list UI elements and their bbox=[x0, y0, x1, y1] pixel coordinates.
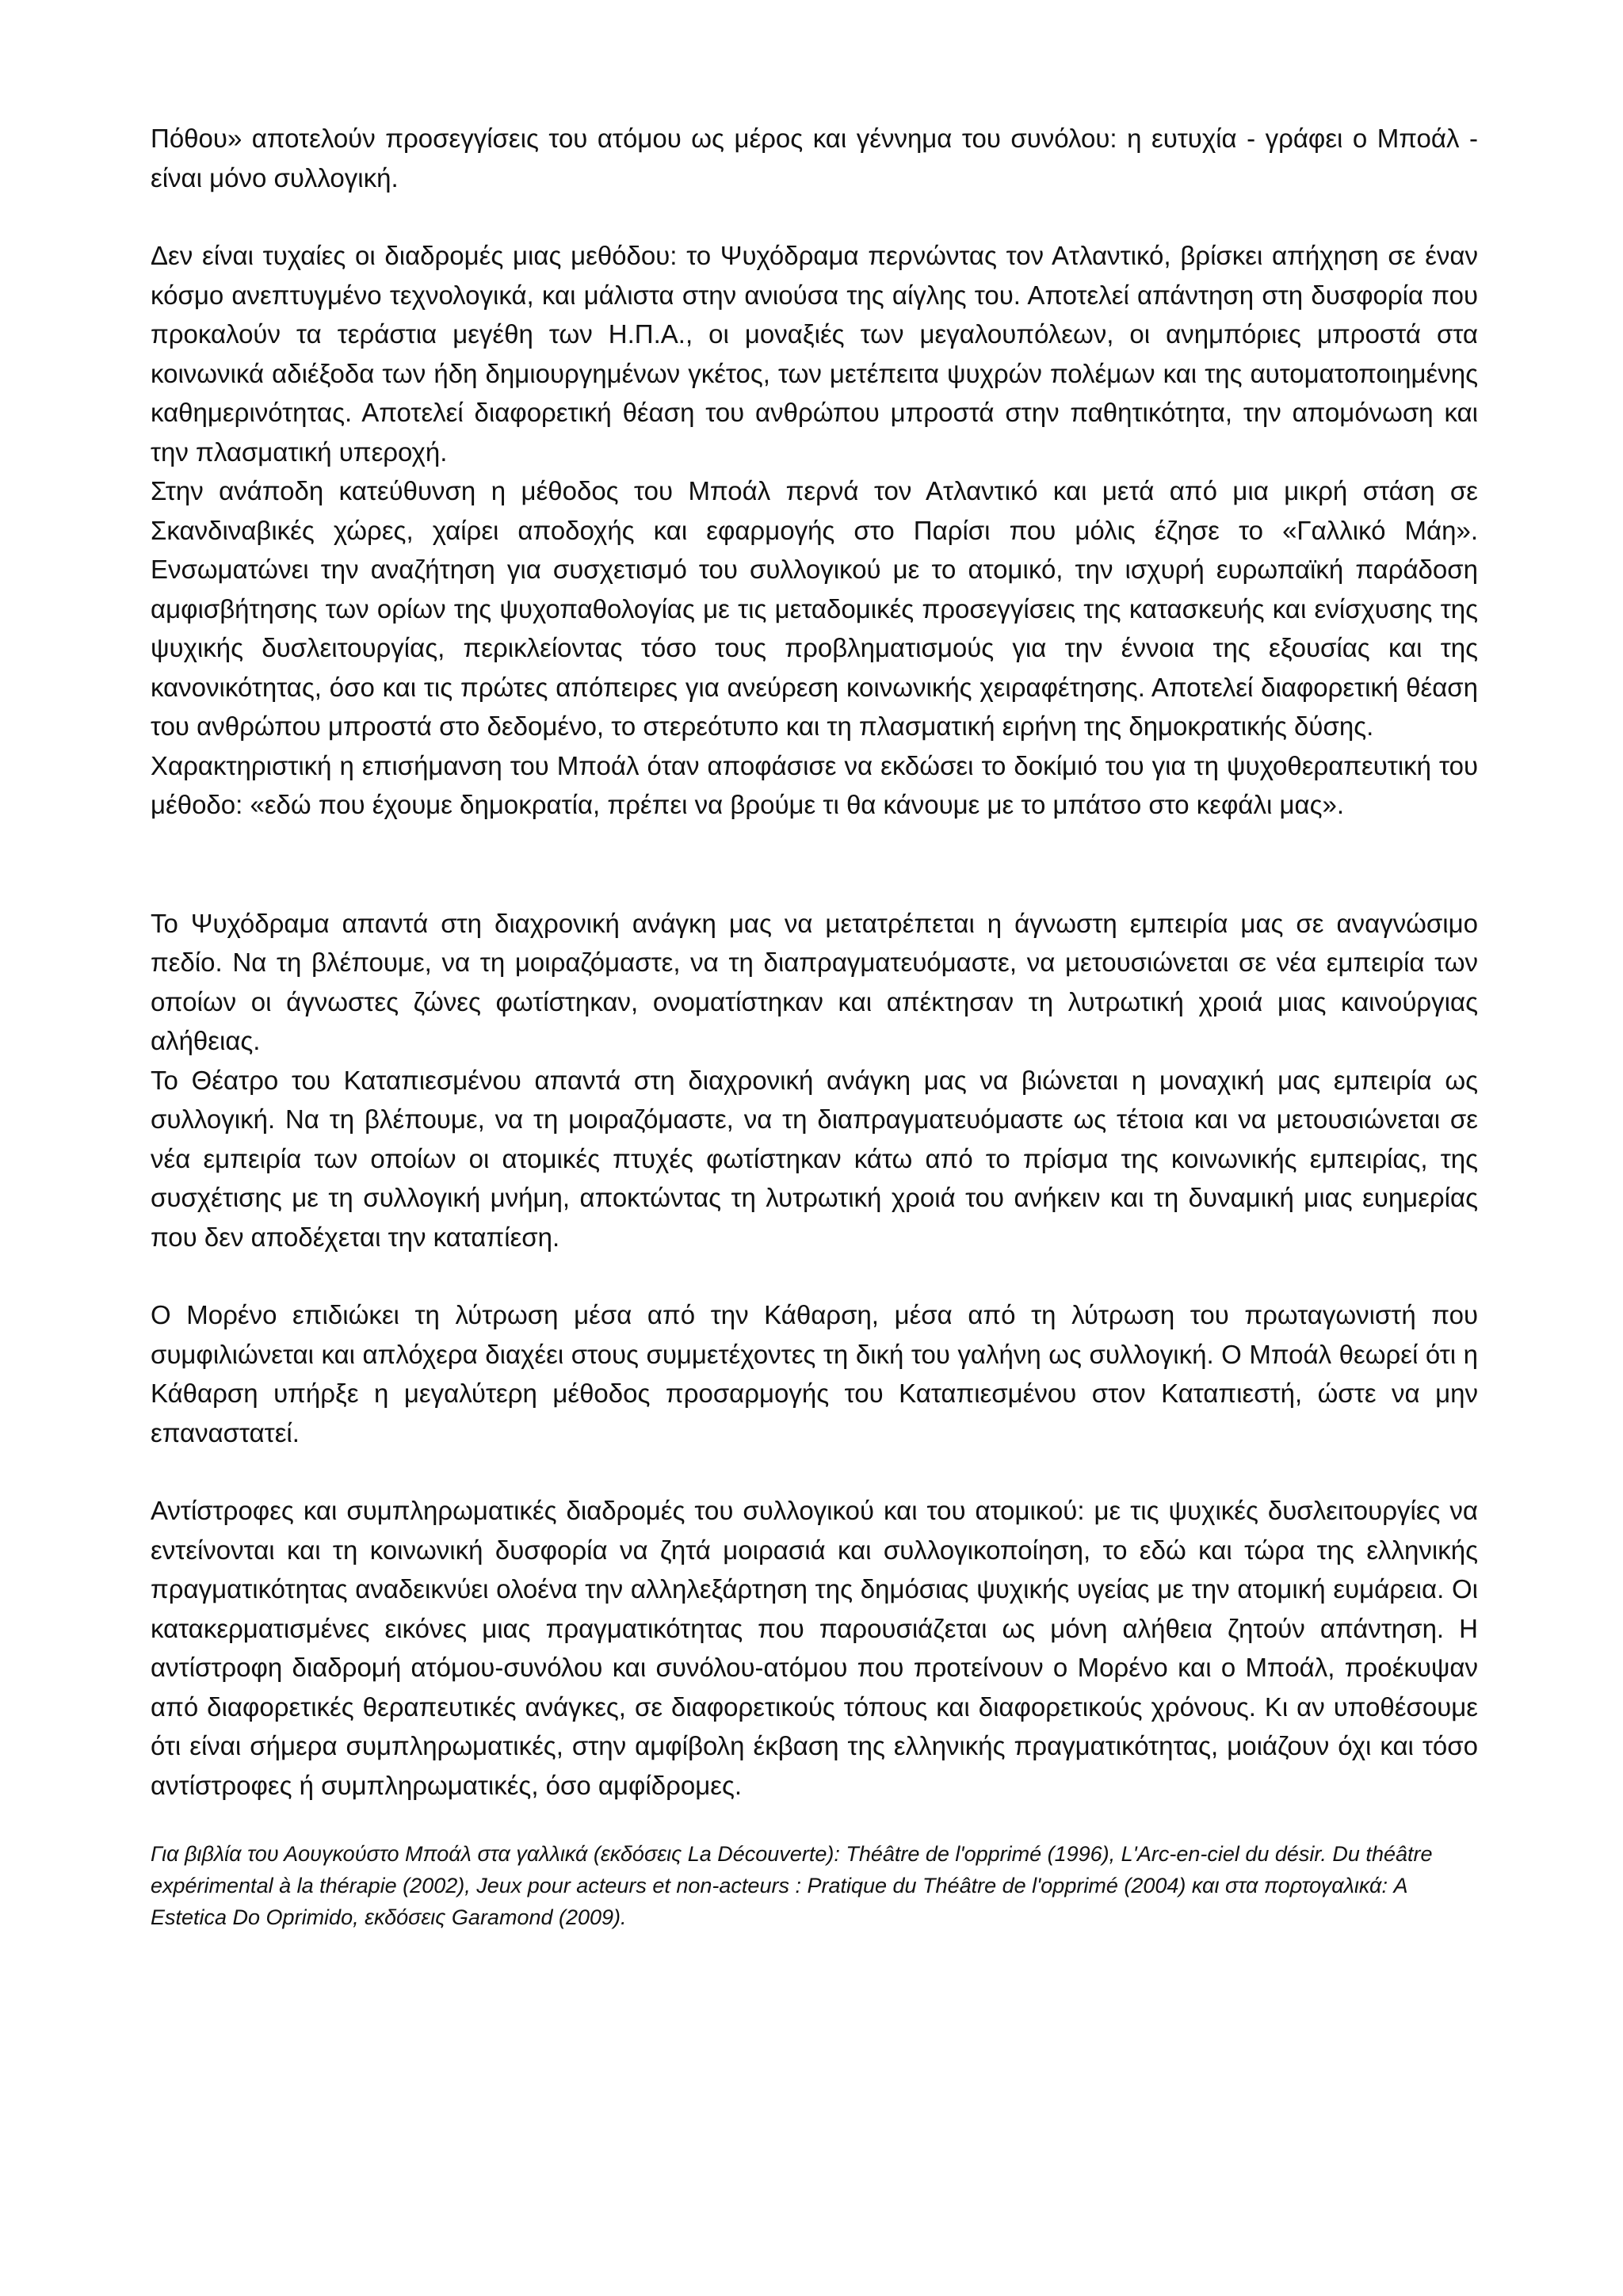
paragraph-6: Το Θέατρο του Καταπιεσμένου απαντά στη διαχρονική ανάγκη μας να βιώνεται η μοναχική μας εμπειρία ως συλλογική. Να τη βλέπουμε, να τη μοιραζόμαστε, να τη διαπραγματευόμαστε ως τέτοια και να μετουσιώνεται σε νέα εμπειρία των οποίων οι ατομικές πτυχές φωτίστηκαν κάτω από το πρίσμα της κοινωνικής εμπειρίας, της συσχέτισης με τη συλλογική μνήμη, αποκτώντας τη λυτρωτική χροιά του ανήκειν και τη δυναμική μιας ευημερίας που δεν αποδέχεται την καταπίεση. bbox=[151, 1065, 1478, 1252]
section-spacer bbox=[151, 825, 1478, 904]
paragraph-spacer bbox=[151, 1257, 1478, 1295]
paragraph-2: Δεν είναι τυχαίες οι διαδρομές μιας μεθόδου: το Ψυχόδραμα περνώντας τον Ατλαντικό, βρίσκει απήχηση σε έναν κόσμο ανεπτυγμένο τεχνολογικά, και μάλιστα στην ανιούσα της αίγλης του. Αποτελεί απάντηση στη δυσφορία που προκαλούν τα τεράστια μεγέθη των Η.Π.Α., οι μοναξιές των μεγαλουπόλεων, οι ανημπόριες μπροστά στα κοινωνικά αδιέξοδα των ήδη δημιουργημένων γκέτος, των μετέπειτα ψυχρών πολέμων και της αυτοματοποιημένης καθημερινότητας. Αποτελεί διαφορετική θέαση του ανθρώπου μπροστά στην παθητικότητα, την απομόνωση και την πλασματική υπεροχή. bbox=[151, 241, 1478, 467]
paragraph-8: Αντίστροφες και συμπληρωματικές διαδρομές του συλλογικού και του ατομικού: με τις ψυχικές δυσλειτουργίες να εντείνονται και τη κοινωνική δυσφορία να ζητά μοιρασιά και συλλογικοποίηση, το εδώ και τώρα της ελληνικής πραγματικότητας αναδεικνύει ολοένα την αλληλεξάρτηση της δημόσιας ψυχικής υγείας με την ατομική ευμάρεια. Οι κατακερματισμένες εικόνες μιας πραγματικότητας που παρουσιάζεται ως μόνη αλήθεια ζητούν απάντηση. Η αντίστροφη διαδρομή ατόμου-συνόλου και συνόλου-ατόμου που προτείνουν ο Μορένο και ο Μποάλ, προέκυψαν από διαφορετικές θεραπευτικές ανάγκες, σε διαφορετικούς τόπους και διαφορετικούς χρόνους. Κι αν υποθέσουμε ότι είναι σήμερα συμπληρωματικές, στην αμφίβολη έκβαση της ελληνικής πραγματικότητας, μοιάζουν όχι και τόσο αντίστροφες ή συμπληρωματικές, όσο αμφίδρομες. bbox=[151, 1496, 1478, 1800]
document-page bbox=[151, 119, 1478, 1933]
paragraph-7: Ο Μορένο επιδιώκει τη λύτρωση μέσα από την Κάθαρση, μέσα από τη λύτρωση του πρωταγωνιστή που συμφιλιώνεται και απλόχερα διαχέει στους συμμετέχοντες τη δική του γαλήνη ως συλλογική. Ο Μποάλ θεωρεί ότι η Κάθαρση υπήρξε η μεγαλύτερη μέθοδος προσαρμογής του Καταπιεσμένου στον Καταπιεστή, ώστε να μην επαναστατεί. bbox=[151, 1300, 1478, 1447]
paragraph-5: Το Ψυχόδραμα απαντά στη διαχρονική ανάγκη μας να μετατρέπεται η άγνωστη εμπειρία μας σε αναγνώσιμο πεδίο. Να τη βλέπουμε, να τη μοιραζόμαστε, να τη διαπραγματευόμαστε, να μετουσιώνεται σε νέα εμπειρία των οποίων οι άγνωστες ζώνες φωτίστηκαν, ονοματίστηκαν και απέκτησαν τη λυτρωτική χροιά μιας καινούργιας αλήθειας. bbox=[151, 908, 1478, 1055]
footnote: Για βιβλία του Αουγκούστο Μποάλ στα γαλλικά (εκδόσεις La Découverte): Théâtre de l'opprimé (1996), L'Arc-en-ciel du désir. Du théâtre expérimental à la thérapie (2002), Jeux pour acteurs et non-acteurs : Pratique du Théâtre de l'opprimé (2004) και στα πορτογαλικά: A Estetica Do Oprimido, εκδόσεις Garamond (2009). bbox=[151, 1842, 1433, 1929]
paragraph-1: Πόθου» αποτελούν προσεγγίσεις του ατόμου ως μέρος και γέννημα του συνόλου: η ευτυχία - γράφει ο Μποάλ - είναι μόνο συλλογική. bbox=[151, 124, 1478, 193]
paragraph-3: Στην ανάποδη κατεύθυνση η μέθοδος του Μποάλ περνά τον Ατλαντικό και μετά από μια μικρή στάση σε Σκανδιναβικές χώρες, χαίρει αποδοχής και εφαρμογής στο Παρίσι που μόλις έζησε το «Γαλλικό Μάη». Ενσωματώνει την αναζήτηση για συσχετισμό του συλλογικού με το ατομικό, την ισχυρή ευρωπαϊκή παράδοση αμφισβήτησης των ορίων της ψυχοπαθολογίας με τις μεταδομικές προσεγγίσεις της κατασκευής και ενίσχυσης της ψυχικής δυσλειτουργίας, περικλείοντας τόσο τους προβληματισμούς για την έννοια της εξουσίας και της κανονικότητας, όσο και τις πρώτες απόπειρες για ανεύρεση κοινωνικής χειραφέτησης. Αποτελεί διαφορετική θέαση του ανθρώπου μπροστά στο δεδομένο, το στερεότυπο και τη πλασματική ειρήνη της δημοκρατικής δύσης. bbox=[151, 476, 1478, 741]
paragraph-spacer bbox=[151, 1452, 1478, 1491]
paragraph-spacer bbox=[151, 197, 1478, 236]
paragraph-4: Χαρακτηριστική η επισήμανση του Μποάλ όταν αποφάσισε να εκδώσει το δοκίμιό του για τη ψυχοθεραπευτική του μέθοδο: «εδώ που έχουμε δημοκρατία, πρέπει να βρούμε τι θα κάνουμε με το μπάτσο στο κεφάλι μας». bbox=[151, 750, 1478, 819]
